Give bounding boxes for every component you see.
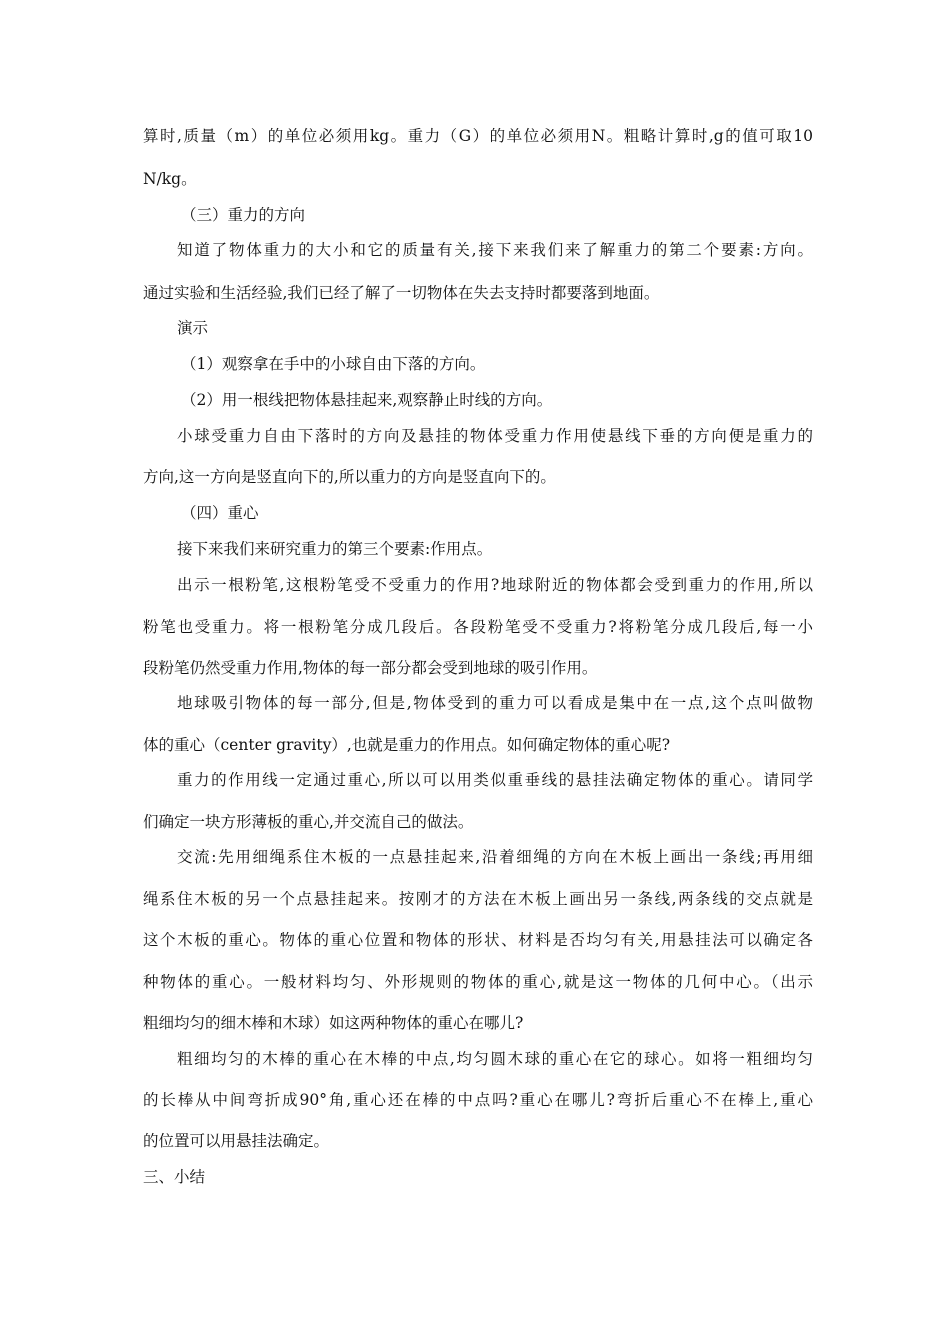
text-line: （1）观察拿在手中的小球自由下落的方向。	[181, 355, 486, 373]
text-line: 们确定一块方形薄板的重心,并交流自己的做法。	[143, 813, 474, 831]
text-line: 体的重心（center gravity）,也就是重力的作用点。如何确定物体的重心呢?	[143, 736, 671, 754]
text-line: N/kg。	[143, 170, 197, 188]
text-line: 粗细均匀的细木棒和木球）如这两种物体的重心在哪儿?	[143, 1014, 524, 1032]
text-line: 重力的作用线一定通过重心,所以可以用类似重垂线的悬挂法确定物体的重心。请同学	[177, 771, 813, 789]
text-line: （2）用一根线把物体悬挂起来,观察静止时线的方向。	[181, 391, 553, 409]
text-line: 演示	[177, 319, 209, 337]
text-line: 的长棒从中间弯折成90°角,重心还在棒的中点吗?重心在哪儿?弯折后重心不在棒上,重心	[143, 1091, 813, 1109]
text-line: 接下来我们来研究重力的第三个要素:作用点。	[177, 540, 493, 558]
text-line: 这个木板的重心。物体的重心位置和物体的形状、材料是否均匀有关,用悬挂法可以确定各	[143, 931, 813, 949]
text-line: 方向,这一方向是竖直向下的,所以重力的方向是竖直向下的。	[143, 468, 556, 486]
text-line: 交流:先用细绳系住木板的一点悬挂起来,沿着细绳的方向在木板上画出一条线;再用细	[177, 848, 813, 866]
text-line: 出示一根粉笔,这根粉笔受不受重力的作用?地球附近的物体都会受到重力的作用,所以	[177, 576, 813, 594]
section-heading: （四）重心	[181, 504, 259, 522]
text-line: 算时,质量（m）的单位必须用kg。重力（G）的单位必须用N。粗略计算时,g的值可取10	[143, 127, 813, 145]
text-line: 通过实验和生活经验,我们已经了解了一切物体在失去支持时都要落到地面。	[143, 284, 660, 302]
text-line: 段粉笔仍然受重力作用,物体的每一部分都会受到地球的吸引作用。	[143, 659, 598, 677]
text-line: 地球吸引物体的每一部分,但是,物体受到的重力可以看成是集中在一点,这个点叫做物	[177, 694, 813, 712]
section-heading: 三、小结	[143, 1168, 206, 1186]
text-line: 的位置可以用悬挂法确定。	[143, 1132, 330, 1150]
text-line: 绳系住木板的另一个点悬挂起来。按刚才的方法在木板上画出另一条线,两条线的交点就是	[143, 890, 813, 908]
section-heading: （三）重力的方向	[181, 206, 306, 224]
text-line: 种物体的重心。一般材料均匀、外形规则的物体的重心,就是这一物体的几何中心。（出示	[143, 973, 813, 991]
text-line: 粉笔也受重力。将一根粉笔分成几段后。各段粉笔受不受重力?将粉笔分成几段后,每一小	[143, 618, 813, 636]
text-line: 小球受重力自由下落时的方向及悬挂的物体受重力作用使悬线下垂的方向便是重力的	[177, 427, 813, 445]
text-line: 粗细均匀的木棒的重心在木棒的中点,均匀圆木球的重心在它的球心。如将一粗细均匀	[177, 1050, 813, 1068]
text-line: 知道了物体重力的大小和它的质量有关,接下来我们来了解重力的第二个要素:方向。	[177, 241, 813, 259]
